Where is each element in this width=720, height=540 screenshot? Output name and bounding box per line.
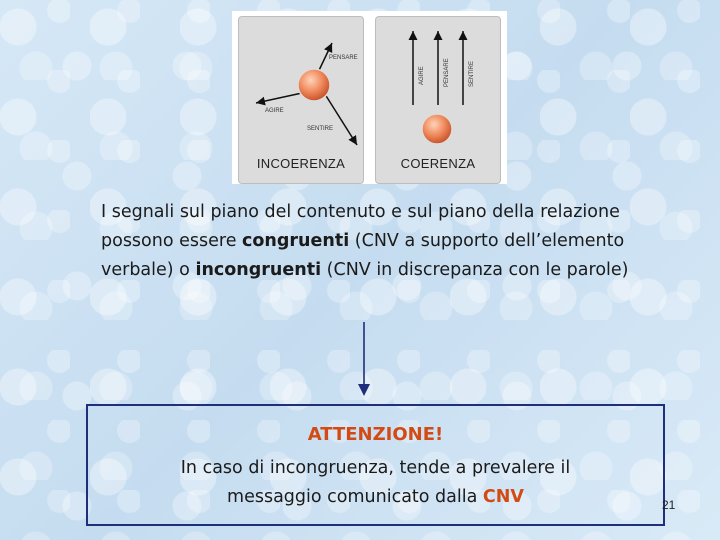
label-pensare: PENSARE	[444, 58, 450, 87]
coerenza-panel	[375, 16, 501, 184]
callout-line-2-text: messaggio comunicato dalla	[227, 487, 483, 507]
down-arrow-icon	[352, 320, 376, 398]
attention-title: ATTENZIONE!	[307, 424, 444, 445]
label-pensare: PENSARE	[329, 55, 358, 61]
body-bold-incongruenti: incongruenti	[195, 260, 322, 280]
coerenza-caption: COERENZA	[400, 156, 476, 171]
body-paragraph	[101, 198, 641, 285]
label-agire: AGIRE	[265, 108, 284, 114]
self-ball	[422, 114, 452, 144]
cnv-highlight: CNV	[482, 487, 524, 507]
body-bold-congruenti: congruenti	[242, 231, 350, 251]
callout-line-1: In caso di incongruenza, tende a prevalere il	[180, 458, 571, 478]
incoerenza-panel	[238, 16, 364, 184]
self-ball	[298, 69, 330, 101]
label-sentire: SENTIRE	[469, 60, 475, 87]
incoerenza-caption: INCOERENZA	[256, 156, 346, 171]
label-sentire: SENTIRE	[307, 126, 334, 132]
sentire-arrow	[323, 91, 357, 145]
body-text-2: (CNV a supporto dell’elemento verbale) o	[101, 231, 625, 280]
coherence-figure	[232, 11, 507, 184]
body-text-1: I segnali sul piano del contenuto e sul piano della relazione possono essere	[101, 202, 620, 251]
agire-arrow	[256, 93, 302, 103]
callout-line-2	[88, 487, 663, 507]
label-agire: AGIRE	[419, 66, 425, 85]
attention-callout	[86, 404, 665, 526]
page-number: 21	[662, 498, 676, 512]
body-text-3: (CNV in discrepanza con le parole)	[321, 260, 629, 280]
